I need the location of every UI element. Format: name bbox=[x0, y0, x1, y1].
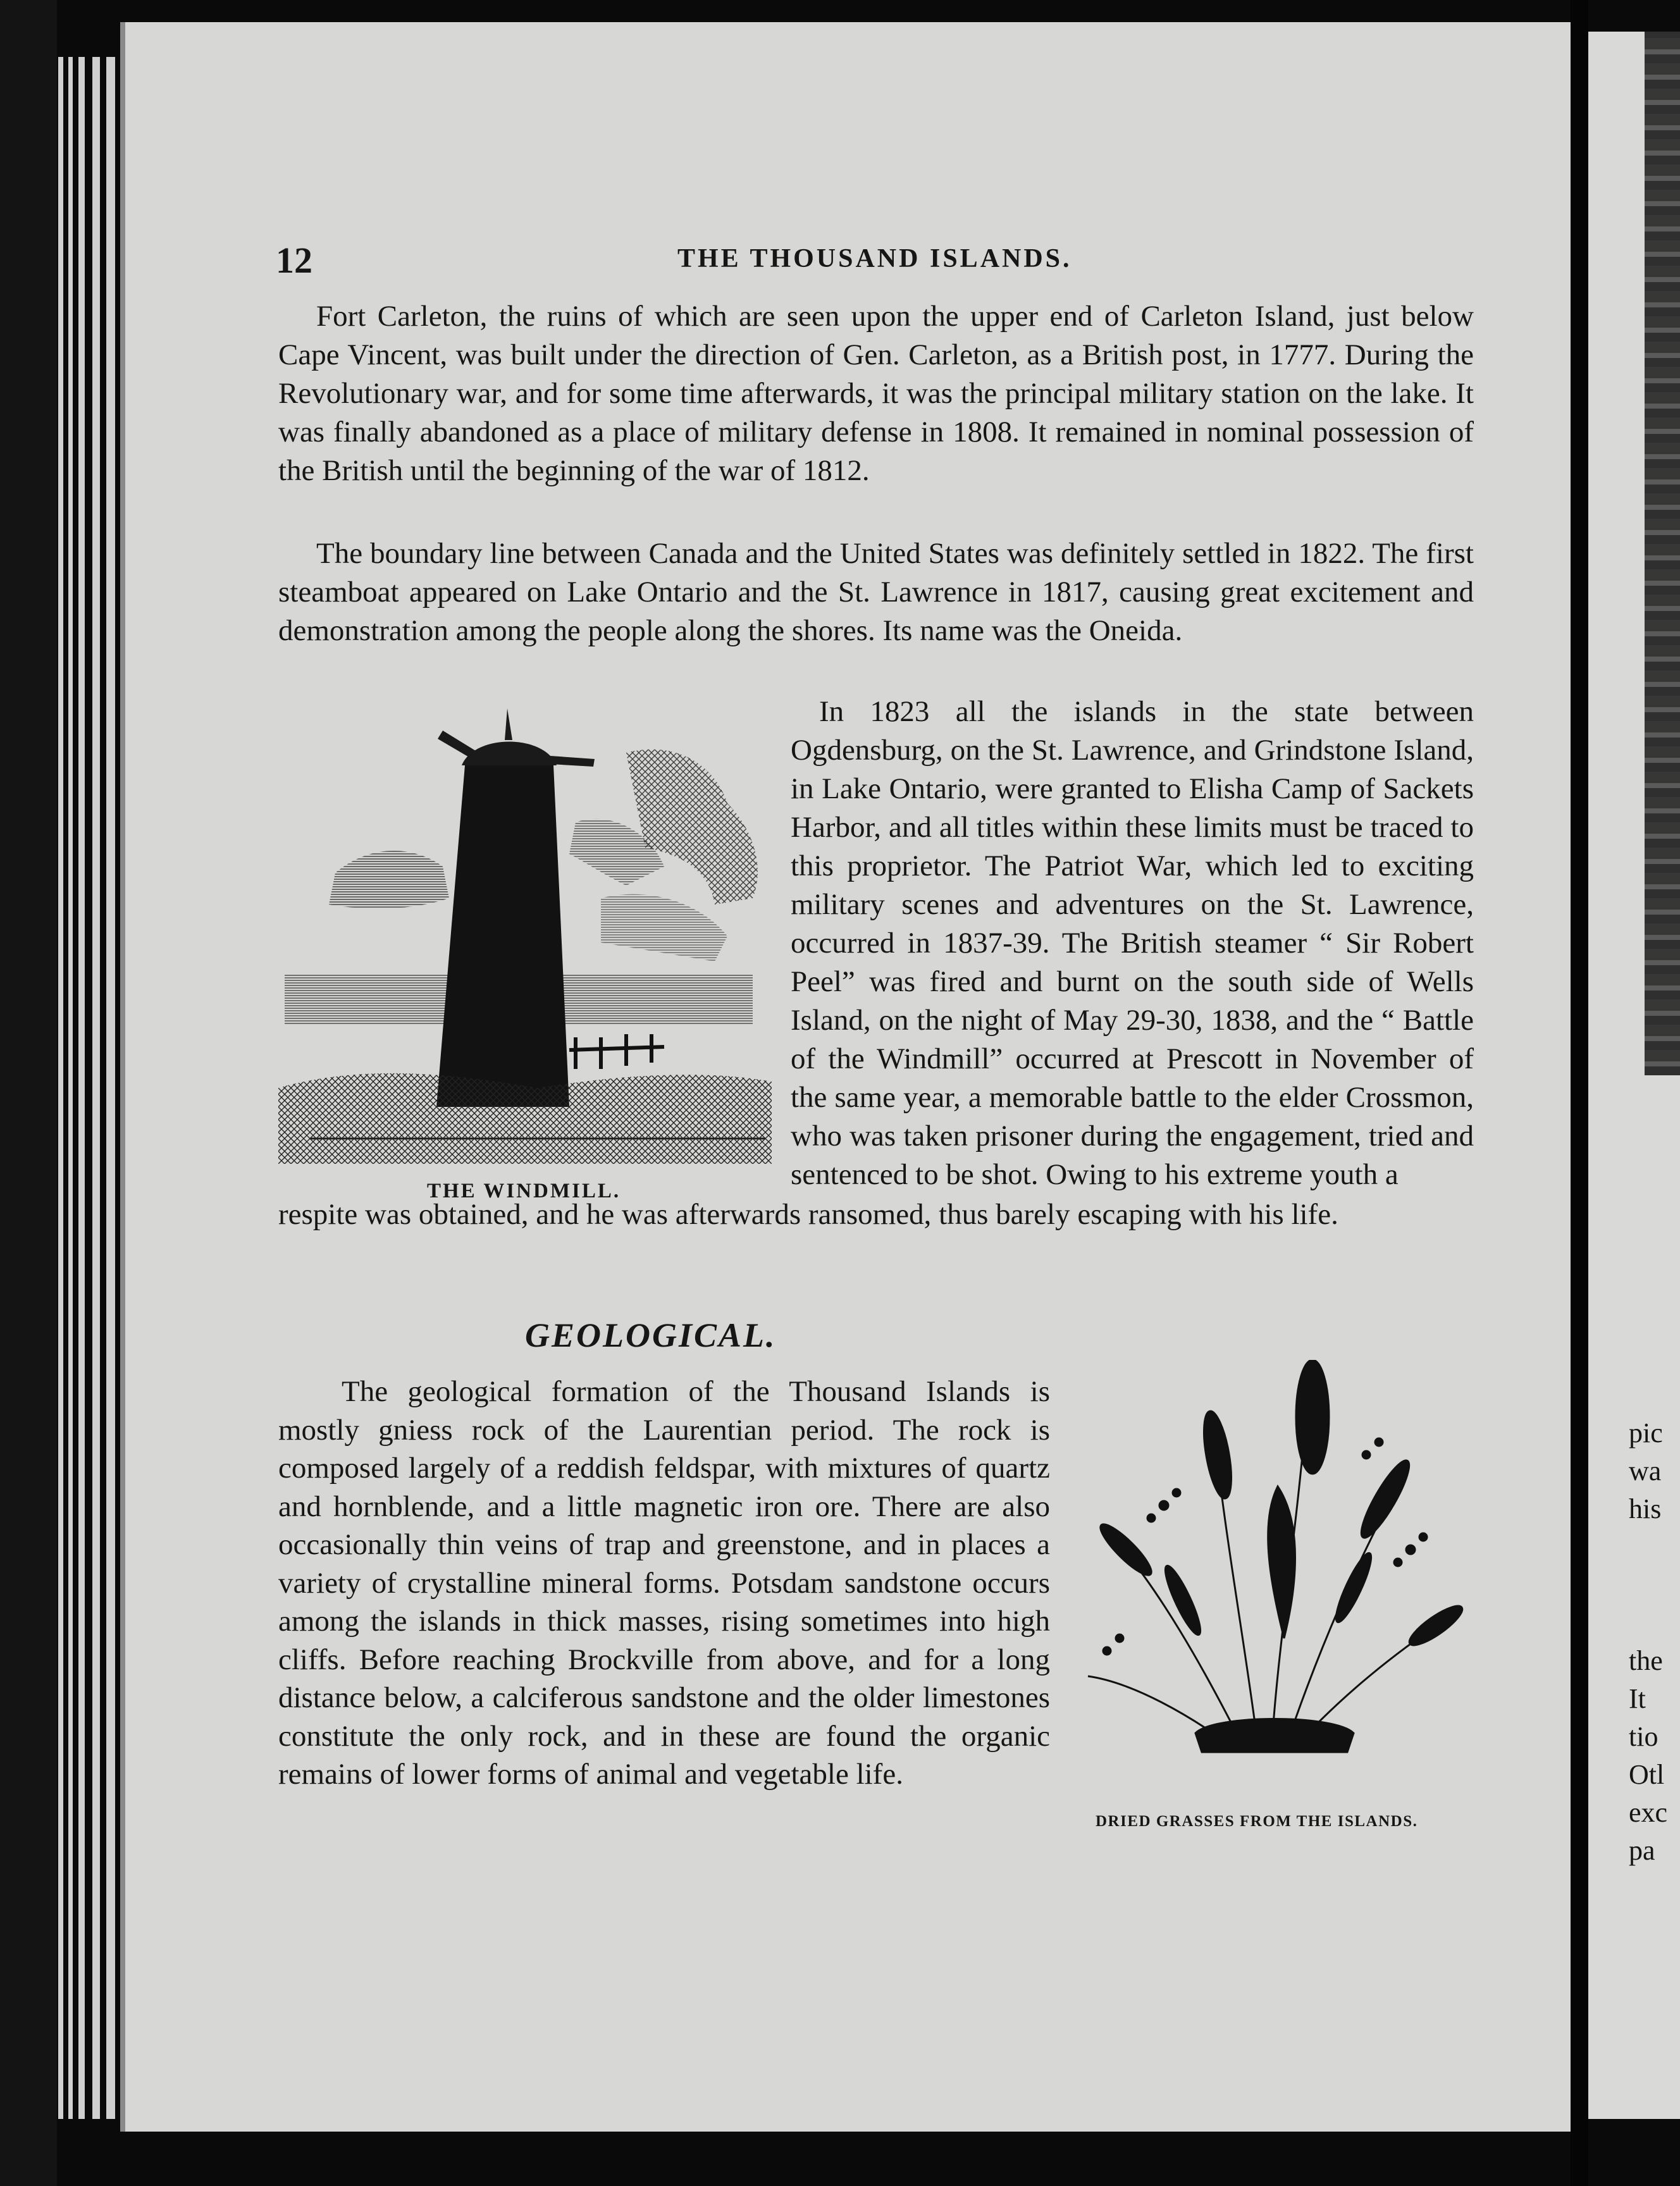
paragraph-fort-carleton: Fort Carleton, the ruins of which are seen upon the upper end of Carleton Island, just below Cape Vincent, was built under the direction of Gen. Carleton, as a British post, in 1777. During the Revolutionary war, and for some time afterwards, it was the principal military station on the lake. It was finally abandoned as a place of military defense in 1808. It remained in nominal possession of the British until the beginning of the war of 1812. bbox=[278, 300, 1474, 487]
book-gutter bbox=[1571, 0, 1588, 2186]
page-edge-2 bbox=[68, 57, 73, 2119]
facing-page-fragment: tio bbox=[1629, 1721, 1658, 1752]
facing-page-fragment: the bbox=[1629, 1645, 1663, 1676]
paragraph-islands-1823-continued: respite was obtained, and he was afterwards ransomed, thus barely escaping with his life. bbox=[278, 1198, 1338, 1231]
grasses-caption: DRIED GRASSES FROM THE ISLANDS. bbox=[1096, 1813, 1418, 1830]
page-edge-1 bbox=[58, 57, 63, 2119]
facing-page-fragment: his bbox=[1629, 1493, 1662, 1524]
facing-page-fragment: It bbox=[1629, 1683, 1646, 1714]
windmill-caption: THE WINDMILL. bbox=[427, 1180, 621, 1202]
facing-page-fragment: pa bbox=[1629, 1835, 1655, 1866]
paragraph-boundary-line: The boundary line between Canada and the United States was definitely settled in 1822. The first steamboat appeared on Lake Ontario and the St. Lawrence in 1817, causing great excitement and demonstration among the people along the shores. Its name was the Oneida. bbox=[278, 537, 1474, 647]
facing-page-fragment: Otl bbox=[1629, 1759, 1665, 1790]
running-head: THE THOUSAND ISLANDS. bbox=[677, 244, 1072, 273]
paragraph-geology: The geological formation of the Thousand Islands is mostly gniess rock of the Laurentian period. The rock is composed largely of a reddish feldspar, with mixtures of quartz and hornblende, and a little magnetic iron ore. There are also occasionally thin veins of trap and greenstone, and in places a variety of crystalline mineral forms. Potsdam sandstone occurs among the islands in thick masses, rising sometimes into high cliffs. Before reaching Brockville from above, and for a long distance below, a calciferous sandstone and the older limestones constitute the only rock, and in these are found the organic remains of lower forms of animal and vegetable life. bbox=[278, 1375, 1050, 1791]
section-heading: GEOLOGICAL. bbox=[525, 1316, 777, 1354]
page-edge-4 bbox=[92, 57, 100, 2119]
facing-page-fragment: exc bbox=[1629, 1797, 1668, 1828]
windmill-illustration bbox=[272, 696, 778, 1164]
page-edge-3 bbox=[78, 57, 85, 2119]
facing-page-fragment: wa bbox=[1629, 1455, 1662, 1486]
page-edge-5 bbox=[106, 57, 115, 2119]
scan-left-edge bbox=[0, 0, 57, 2186]
facing-page-illustration-edge bbox=[1645, 32, 1680, 1075]
dried-grasses-illustration bbox=[1069, 1360, 1480, 1796]
facing-page-fragment: pic bbox=[1629, 1417, 1663, 1448]
page-number: 12 bbox=[276, 240, 312, 281]
paragraph-islands-1823: In 1823 all the islands in the state between Ogdensburg, on the St. Lawrence, and Grindstone Island, in Lake Ontario, were granted to Elisha Camp of Sackets Harbor, and all titles within these limits must be traced to this proprietor. The Patriot War, which led to exciting military scenes and adventures on the St. Lawrence, occurred in 1837-39. The British steamer “ Sir Robert Peel” was fired and burnt on the south side of Wells Island, on the night of May 29-30, 1838, and the “ Battle of the Windmill” occurred at Prescott in November of the same year, a memorable battle to the elder Crossmon, who was taken prisoner during the engagement, tried and sentenced to be shot. Owing to his extreme youth a bbox=[791, 695, 1474, 1191]
